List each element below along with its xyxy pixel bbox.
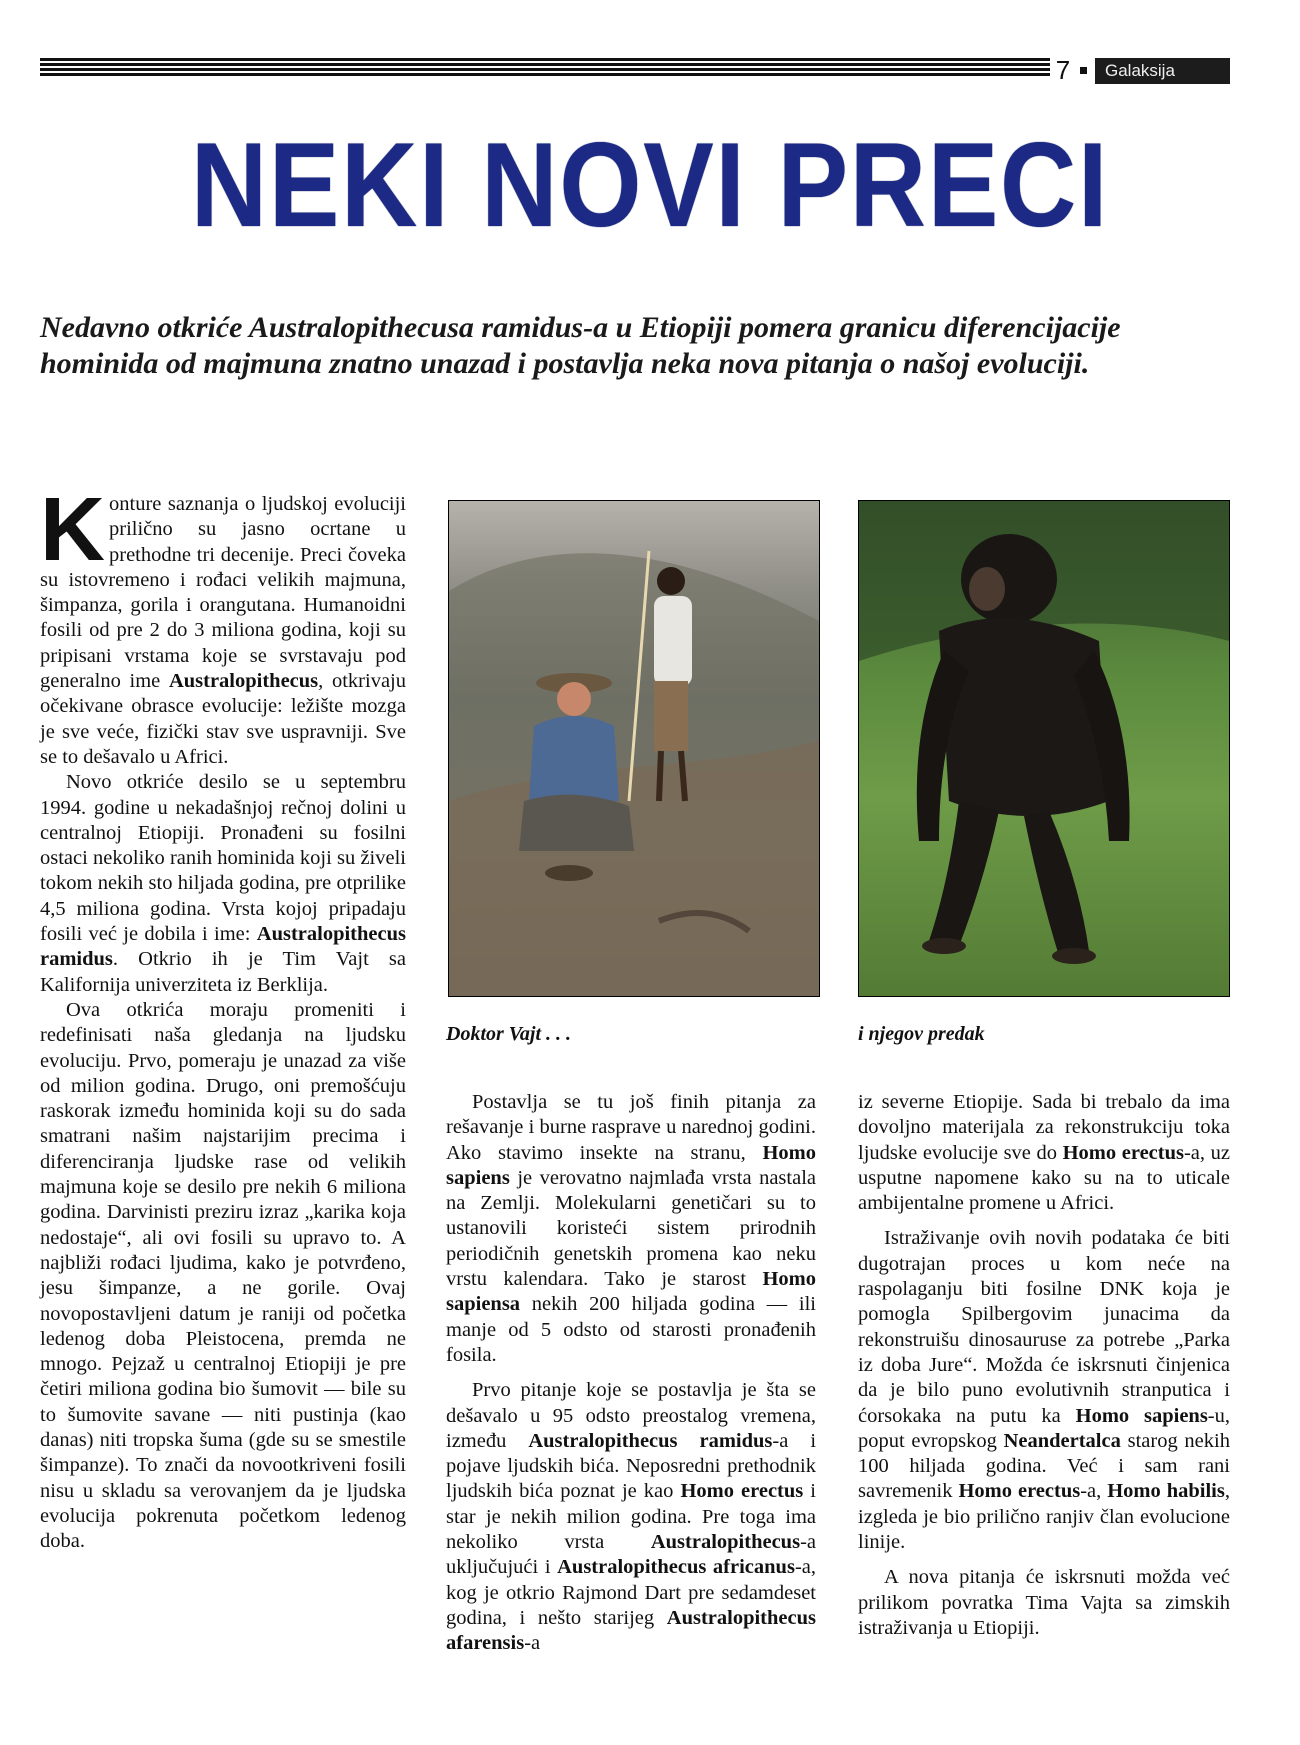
species-name: Australopithecus ramidus — [528, 1429, 773, 1452]
text-run: je verovatno najmlađa vrsta nastala na Zemlji. Molekularni genetičari su to ustanovili koristeći sistem prirodnih periodičnih genetskih promena kao neku vrstu kalendara. Tako je starost — [446, 1166, 816, 1291]
photo-chimpanzee — [858, 500, 1230, 997]
species-name: Homo erectus — [1062, 1141, 1184, 1164]
species-name: Australopithecus afarensis — [446, 1606, 816, 1655]
caption-ancestor: i njegov predak — [858, 1023, 985, 1045]
text-run: -a, — [1080, 1480, 1108, 1503]
species-name: Homo sapiens — [1075, 1404, 1208, 1427]
species-name: Australopithecus africanus — [557, 1556, 795, 1579]
page-number: 7 — [1055, 55, 1071, 85]
text-run: iz severne Etiopije. Sada bi trebalo da ima dovoljno materijala za rekonstrukciju toka ljudske evolucije sve do — [858, 1091, 1230, 1164]
species-name: Homo sapiensa — [446, 1268, 816, 1316]
text-run: , izgleda je bio prilično ranjiv član evolucione linije. — [858, 1480, 1230, 1554]
separator-dot — [1080, 67, 1087, 74]
paragraph — [858, 1090, 1230, 1216]
magazine-label: Galaksija — [1095, 58, 1230, 84]
species-name: Homo sapiens — [446, 1141, 816, 1189]
text-run: nekih 200 hiljada godina — ili manje od 5 odsto od starosti pronađenih fosila. — [446, 1293, 816, 1366]
species-name: Homo erectus — [958, 1480, 1081, 1503]
text-run: onture saznanja o ljudskoj evoluciji prilično su jasno ocrtane u prethodne tri decenije. Preci čoveka su istovremeno i rođaci velikih majmuna, šimpanza, gorila i orangutana. Humanoidni fosili od pre 2 do 3 miliona godina, koji su pripisani vrstama koje se svrstavaju pod generalno ime — [40, 493, 406, 693]
photo-doctor-white — [448, 500, 820, 997]
text-run: -u, poput evropskog — [858, 1404, 1230, 1452]
header-rule — [40, 58, 1050, 78]
text-run: Postavlja se tu još finih pitanja za rešavanje i burne rasprave u narednoj godini. Ako stavimo insekte na stranu, — [446, 1091, 816, 1164]
text-run: Prvo pitanje koje se postavlja je šta se dešavalo u 95 odsto preostalog vremena, između — [446, 1379, 816, 1452]
species-name: Neandertalca — [1003, 1429, 1121, 1452]
paragraph — [40, 770, 406, 998]
text-run: , otkrivaju očekivane obrasce evolucije: ležište mozga je sve veće, fizički stav sve uspravniji. Sve se to dešavalo u Africi. — [40, 670, 407, 768]
text-column-2 — [446, 1090, 816, 1657]
article-lead: Nedavno otkriće Australopithecusa ramidus-a u Etiopiji pomera granicu diferencijacije hominida od majmuna znatno unazad i postavlja neka nova pitanja o našoj evoluciji. — [40, 311, 1121, 380]
photo-illustration — [859, 501, 1229, 996]
species-name: Australopithecus ramidus — [40, 923, 406, 971]
paragraph — [40, 480, 407, 770]
text-run: Istraživanje ovih novih podataka će biti dugotrajan proces u kom neće na raspolaganju biti fosilne DNK koja je pomogla Spilbergovim junacima da rekonstruišu dinosauruse za potrebe „Parka iz doba Jure“. Možda će iskrsnuti činjenica da je bilo puno evolutivnih stranputica i ćorsokaka na putu ka — [858, 1227, 1230, 1427]
text-run: i star je nekih milion godina. Pre toga ima nekoliko vrsta — [446, 1480, 816, 1554]
paragraph — [446, 1090, 816, 1368]
text-run: A nova pitanja će iskrsnuti možda već prilikom povratka Tima Vajta sa zimskih istraživanja u Etiopiji. — [858, 1566, 1230, 1639]
text-run: -a i pojave ljudskih bića. Neposredni prethodnik ljudskih bića poznat je kao — [446, 1429, 817, 1503]
text-column-1 — [40, 480, 407, 1554]
text-run: -a, uz usputne napomene kako su na to uticale ambijentalne promene u Africi. — [858, 1141, 1230, 1215]
text-column-3 — [858, 1090, 1230, 1641]
text-run: -a, kog je otkrio Rajmond Dart pre sedamdeset godina, i nešto starijeg — [446, 1556, 816, 1629]
paragraph — [446, 1378, 816, 1656]
text-run: starog nekih 100 hiljada godina. Već i sam rani savremenik — [858, 1429, 1230, 1503]
text-run: -a uključujući i — [446, 1531, 816, 1579]
species-name: Homo erectus — [680, 1480, 804, 1503]
species-name: Homo habilis — [1107, 1480, 1225, 1503]
text-run: -a — [524, 1632, 541, 1655]
species-name: Australopithecus — [168, 670, 319, 693]
drop-cap: K — [40, 480, 105, 580]
text-run: . Otkrio ih je Tim Vajt sa Kalifornija univerziteta iz Berklija. — [40, 948, 406, 996]
photo-illustration — [449, 501, 819, 996]
paragraph — [40, 998, 406, 1555]
text-run: Ova otkrića moraju promeniti i redefinisati naša gledanja na ljudsku evoluciju. Prvo, pomeraju je unazad za više od milion godina. Drugo, oni premošćuju raskorak između hominida koji su do sada smatrani našim najstarijim precima i diferenciranja ljudske rase od velikih majmuna koje se desilo pre nekih 6 miliona godina. Darvinisti preziru izraz „karika koja nedostaje“, ali ovi fosili su upravo to. A najbliži rođaci ljudima, kako je potvrđeno, jesu šimpanze, a ne gorile. Ovaj novopostavljeni datum je raniji od početka ledenog doba Pleistocena, premda ne mnogo. Pejzaž u centralnoj Etiopiji je pre četiri miliona godina bio šumovit — bile su to šumovite savane — niti pustinja (kao danas) niti tropska šuma (gde su se smestile šimpanze). To znači da novootkriveni fosili nisu u skladu sa verovanjem da je ljudska evolucija pokrenuta početkom ledenog doba. — [40, 998, 406, 1553]
paragraph — [858, 1226, 1230, 1555]
text-run: Novo otkriće desilo se u septembru 1994. godine u nekadašnjoj rečnoj dolini u centralnoj Etiopiji. Pronađeni su fosilni ostaci nekoliko ranih hominida koji su živeli tokom nekih sto hiljada godina, pre otprilike 4,5 miliona godina. Vrsta kojoj pripadaju fosili već je dobila i ime: — [40, 771, 406, 946]
species-name: Australopithecus — [650, 1531, 801, 1554]
article-title: NEKI NOVI PRECI — [190, 118, 1110, 252]
paragraph — [858, 1565, 1230, 1641]
caption-doctor-white: Doktor Vajt . . . — [446, 1023, 572, 1045]
